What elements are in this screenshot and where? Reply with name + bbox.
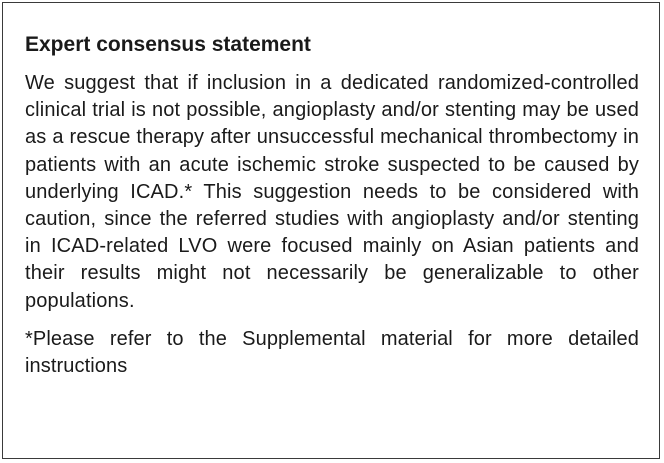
box-heading: Expert consensus statement <box>25 33 311 56</box>
consensus-statement-box <box>2 2 660 459</box>
footnote-text: *Please refer to the Supplemental material for more detailed instructions <box>25 327 639 378</box>
statement-text: We suggest that if inclusion in a dedicated randomized-controlled clinical trial is not possible, angioplasty and/or stenting may be used as a rescue therapy after unsuccessful mechanical thrombectomy in patients with an acute ischemic stroke suspected to be caused by underlying ICAD.* This suggestion needs to be considered with caution, since the referred studies with angioplasty and/or stenting in ICAD-related LVO were focused mainly on Asian patients and their results might not necessarily be generalizable to other populations. <box>25 72 639 312</box>
